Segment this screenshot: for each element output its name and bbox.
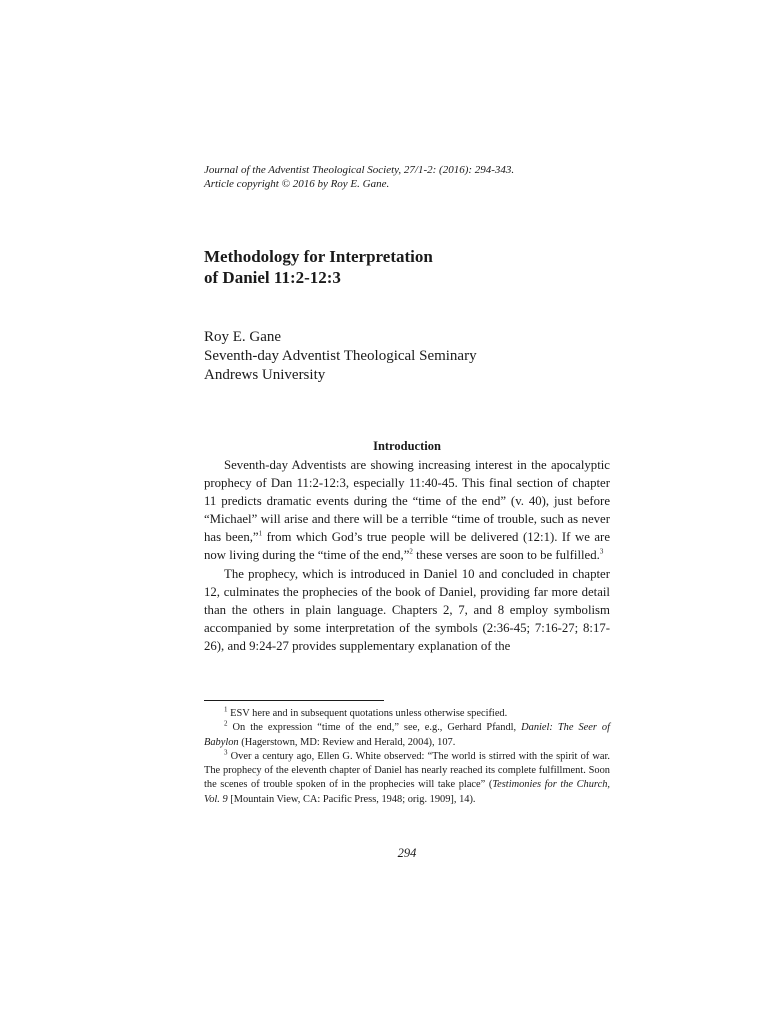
journal-citation-line: Journal of the Adventist Theological Society, 27/1-2: (2016): 294-343. bbox=[204, 164, 515, 176]
journal-citation bbox=[204, 163, 610, 191]
copyright-line: Article copyright © 2016 by Roy E. Gane. bbox=[204, 178, 390, 190]
body-paragraph-1-part-c: these verses are soon to be fulfilled. bbox=[412, 548, 600, 563]
body-paragraph-1-part-b: from which God’s true people will be delivered (12:1). If we are now living during the “time of the end,” bbox=[204, 530, 610, 563]
footnote-2-number: 2 bbox=[224, 719, 228, 728]
footnote-3-text-b: [Mountain View, CA: Pacific Press, 1948; orig. 1909], 14). bbox=[227, 793, 476, 805]
article-page bbox=[204, 0, 610, 1024]
footnote-3-text-a: Over a century ago, Ellen G. White observed: “The world is stirred with the spirit of war. The prophecy of the eleventh chapter of Daniel has nearly reached its complete fulfillment. Soon the scenes of trouble spoken of in the prophecies will take place” ( bbox=[204, 750, 610, 791]
page-number: 294 bbox=[397, 846, 417, 860]
author-affiliation-university: Andrews University bbox=[204, 367, 326, 383]
footnote-2 bbox=[204, 721, 610, 750]
footnote-ref-3: 3 bbox=[599, 548, 604, 557]
body-paragraph-2: The prophecy, which is introduced in Daniel 10 and concluded in chapter 12, culminates the prophecies of the book of Daniel, providing far more detail than the others in plain language. Chapters 2, 7, and 8 employ symbolism accompanied by some interpretation of the symbols (2:36-45; 7:16-27; 8:17-26), and 9:24-27 provides supplementary explanation of the bbox=[204, 566, 610, 653]
article-title-line-2: of Daniel 11:2-12:3 bbox=[204, 268, 341, 287]
article-title bbox=[204, 246, 610, 288]
footnote-2-text-a: On the expression “time of the end,” see, e.g., Gerhard Pfandl, bbox=[227, 722, 522, 734]
body-paragraph-1 bbox=[204, 456, 610, 565]
footnote-3-number: 3 bbox=[224, 748, 228, 757]
footnote-3 bbox=[204, 750, 610, 807]
footnote-2-text-b: (Hagerstown, MD: Review and Herald, 2004), 107. bbox=[238, 736, 456, 748]
footnote-divider bbox=[204, 700, 384, 701]
footnote-1-number: 1 bbox=[224, 705, 228, 714]
footnote-1 bbox=[204, 707, 610, 721]
author-name: Roy E. Gane bbox=[204, 329, 282, 345]
body-text bbox=[204, 456, 610, 655]
author-block bbox=[204, 328, 610, 385]
body-paragraph-1-part-a: Seventh-day Adventists are showing increasing interest in the apocalyptic prophecy of Dan 11:2-12:3, especially 11:40-45. This final section of chapter 11 predicts dramatic events during the “time of the end” (v. 40), just before “Michael” will arise and there will be a terrible “time of trouble, such as never has been,” bbox=[204, 458, 610, 545]
footnote-1-text: ESV here and in subsequent quotations unless otherwise specified. bbox=[227, 708, 508, 719]
footnote-2-book-title: Daniel: The Seer of Babylon bbox=[204, 722, 610, 748]
article-title-line-1: Methodology for Interpretation bbox=[204, 247, 433, 266]
footnote-3-book-title: Testimonies for the Church, Vol. 9 bbox=[204, 779, 610, 805]
footnote-ref-1: 1 bbox=[258, 530, 263, 539]
section-heading: Introduction bbox=[373, 439, 441, 453]
author-affiliation-seminary: Seventh-day Adventist Theological Seminary bbox=[204, 348, 477, 364]
footnotes bbox=[204, 707, 610, 807]
footnote-ref-2: 2 bbox=[409, 548, 413, 557]
